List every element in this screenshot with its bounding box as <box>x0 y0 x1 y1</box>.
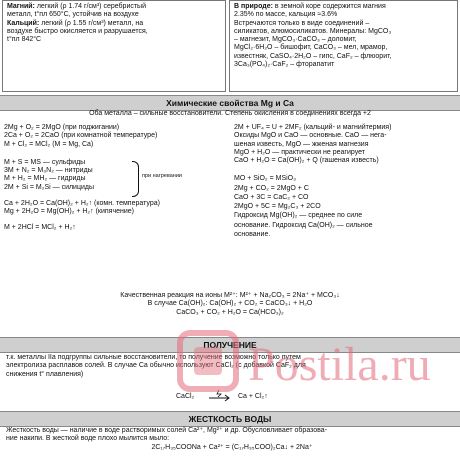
text-line: M + Cl₂ = MCl₂ (M = Mg, Ca) <box>4 140 94 148</box>
text-line: шеная известь, MgO — жженая магнезия <box>234 140 369 148</box>
text-line-body: легкий (ρ 1.55 г/см³) металл, на <box>39 19 144 27</box>
text-line: Жесткость воды — наличие в воде растворимых солей Ca²⁺, Mg²⁺ и др. Обусловливает образова- <box>6 427 328 434</box>
text-line <box>7 3 221 11</box>
text-line <box>7 28 221 36</box>
text-line <box>7 11 221 19</box>
text-line: 2M + Si = M₂Si — силициды <box>4 183 95 191</box>
text-line-label: Магний: <box>7 3 35 10</box>
chem-left-a <box>4 124 232 149</box>
text-line: 2MgO + 5C = Mg₂C₃ + 2CO <box>234 203 321 210</box>
text-line: 2Mg + O₂ = 2MgO (при поджигании) <box>4 124 120 131</box>
text-line: 2C₁₇H₃₅COONa + Ca²⁺ = (C₁₇H₃₅COO)₂Ca↓ + 2Na⁺ <box>151 443 313 451</box>
text-line-body: металл, t°пл 650°C, устойчив на воздухе <box>7 11 139 19</box>
text-line-body: t°пл 842°C <box>7 36 42 43</box>
text-line: ние накипи. В жесткой воде плохо мылится мыло: <box>6 435 170 443</box>
text-line <box>234 61 453 69</box>
text-line: 2Ca + O₂ = 2CaO (при комнатной температуре) <box>4 132 158 140</box>
brace <box>132 161 139 197</box>
text-line: 2Mg + CO₂ = 2MgO + C <box>234 184 309 192</box>
text-line-body: MgCl₂·6H₂O – бишофит, CaCO₃ – мел, мрамор, <box>234 44 388 52</box>
text-line: основание. Гидроксид Ca(OH)₂ — сильное <box>234 221 373 229</box>
text-line: 2M + UF₄ = U + 2MF₂ (кальций- и магнийтермия) <box>234 124 392 131</box>
text-line <box>7 36 221 44</box>
text-line-body: известняк, CaSO₄·2H₂O – гипс, CaF₂ – флюорит, <box>234 52 392 60</box>
text-line-body: Встречаются только в виде соединений – <box>234 19 370 27</box>
text-line: MgO + H₂O — практически не реагирует <box>234 148 365 156</box>
text-line <box>234 44 453 52</box>
text-line <box>234 3 453 11</box>
text-line-body: воздухе быстро окисляется и разрушается, <box>7 27 148 35</box>
text-line: Ca + 2H₂O = Ca(OH)₂ + H₂↑ (комн. температура) <box>4 199 160 207</box>
text-line: Гидроксид Mg(OH)₂ — среднее по силе <box>234 212 363 220</box>
text-line-body: 3Ca₃(PO₄)₂·CaF₂ – фторапатит <box>234 60 335 68</box>
chem-left-d: M + 2HCl = MCl₂ + H₂↑ <box>4 224 76 232</box>
brace-label: при нагревании <box>142 172 182 179</box>
chem-title-text: Химические свойства Mg и Ca <box>166 98 294 108</box>
text-line: Качественная реакция на ионы M²⁺: M²⁺ + Na₂CO₃ = 2Na⁺ + MCO₃↓ <box>120 292 340 299</box>
text-line <box>234 11 453 19</box>
text-line: M + S = MS — сульфиды <box>4 158 86 166</box>
production-text <box>6 354 458 379</box>
chem-subtitle: Оба металла – сильные восстановители. Степень окисления в соединениях всегда +2 <box>89 110 371 117</box>
text-line: электролиза расплавов солей. В случае Ca обычно используют CaCl₂ (с добавкой CaF₂ для <box>6 362 306 370</box>
text-line-body: в земной коре содержится магния <box>272 3 386 10</box>
text-line-body: 2.35% по массе, кальция ≈3.6% <box>234 11 338 19</box>
text-line-body: силикатов, алюмосиликатов. Минералы: MgCO₃ <box>234 27 392 35</box>
text-line: MO + SiO₂ = MSiO₃ <box>234 175 296 183</box>
text-line <box>234 36 453 44</box>
text-line: CaO + H₂O = Ca(OH)₂ + Q (гашеная известь) <box>234 157 379 164</box>
text-line: Mg + 2H₂O = Mg(OH)₂ + H₂↑ (кипячение) <box>4 208 135 215</box>
text-line-label: В природе: <box>234 3 273 10</box>
electrolysis-arrow-icon <box>208 389 232 403</box>
properties-lines <box>7 3 221 44</box>
text-line: Оксиды MgO и CaO — основные. CaO — нега- <box>234 132 387 140</box>
production-reaction <box>176 388 316 406</box>
text-line-body: легкий (ρ 1.74 г/см³) серебристый <box>34 3 146 10</box>
text-line <box>234 53 453 61</box>
nature-box <box>229 0 458 92</box>
text-line: CaO + 3C = CaC₂ + CO <box>234 193 309 201</box>
production-title: ПОЛУЧЕНИЕ <box>0 337 460 353</box>
chem-left-c <box>4 200 232 217</box>
reaction-right: Ca + Cl₂↑ <box>238 393 268 400</box>
watermark-text: Postila.ru <box>248 338 431 391</box>
chem-title <box>0 95 460 111</box>
text-line-label: Кальций: <box>7 19 40 27</box>
chem-right-b <box>234 175 458 239</box>
text-line: 3M + N₂ = M₃N₂ — нитриды <box>4 167 93 174</box>
text-line: CaCO₃ + CO₂ + H₂O = Ca(HCO₃)₂ <box>176 308 284 316</box>
nature-lines <box>234 3 453 69</box>
text-line: т.к. металлы IIa подгруппы сильные восстановители, то получение возможно только путем <box>6 354 301 361</box>
text-line <box>234 20 453 28</box>
chem-left-b <box>4 159 232 192</box>
properties-box <box>2 0 226 92</box>
hardness-text <box>6 427 458 452</box>
reaction-left: CaCl₂ <box>176 393 195 400</box>
text-line: M + H₂ = MH₂ — гидриды <box>4 175 86 183</box>
text-line <box>7 20 221 28</box>
text-line <box>234 28 453 36</box>
text-line-body: – магнезит, MgCO₃·CaCO₃ – доломит, <box>234 36 357 43</box>
chem-right-a <box>234 124 458 165</box>
qual-reactions <box>0 292 460 317</box>
hardness-title: ЖЕСТКОСТЬ ВОДЫ <box>0 411 460 427</box>
text-line: В случае Ca(OH)₂: Ca(OH)₂ + CO₂ = CaCO₃↓ + H₂O <box>147 300 313 308</box>
text-line: основание. <box>234 230 271 238</box>
text-line: снижения t° плавления) <box>6 370 84 378</box>
